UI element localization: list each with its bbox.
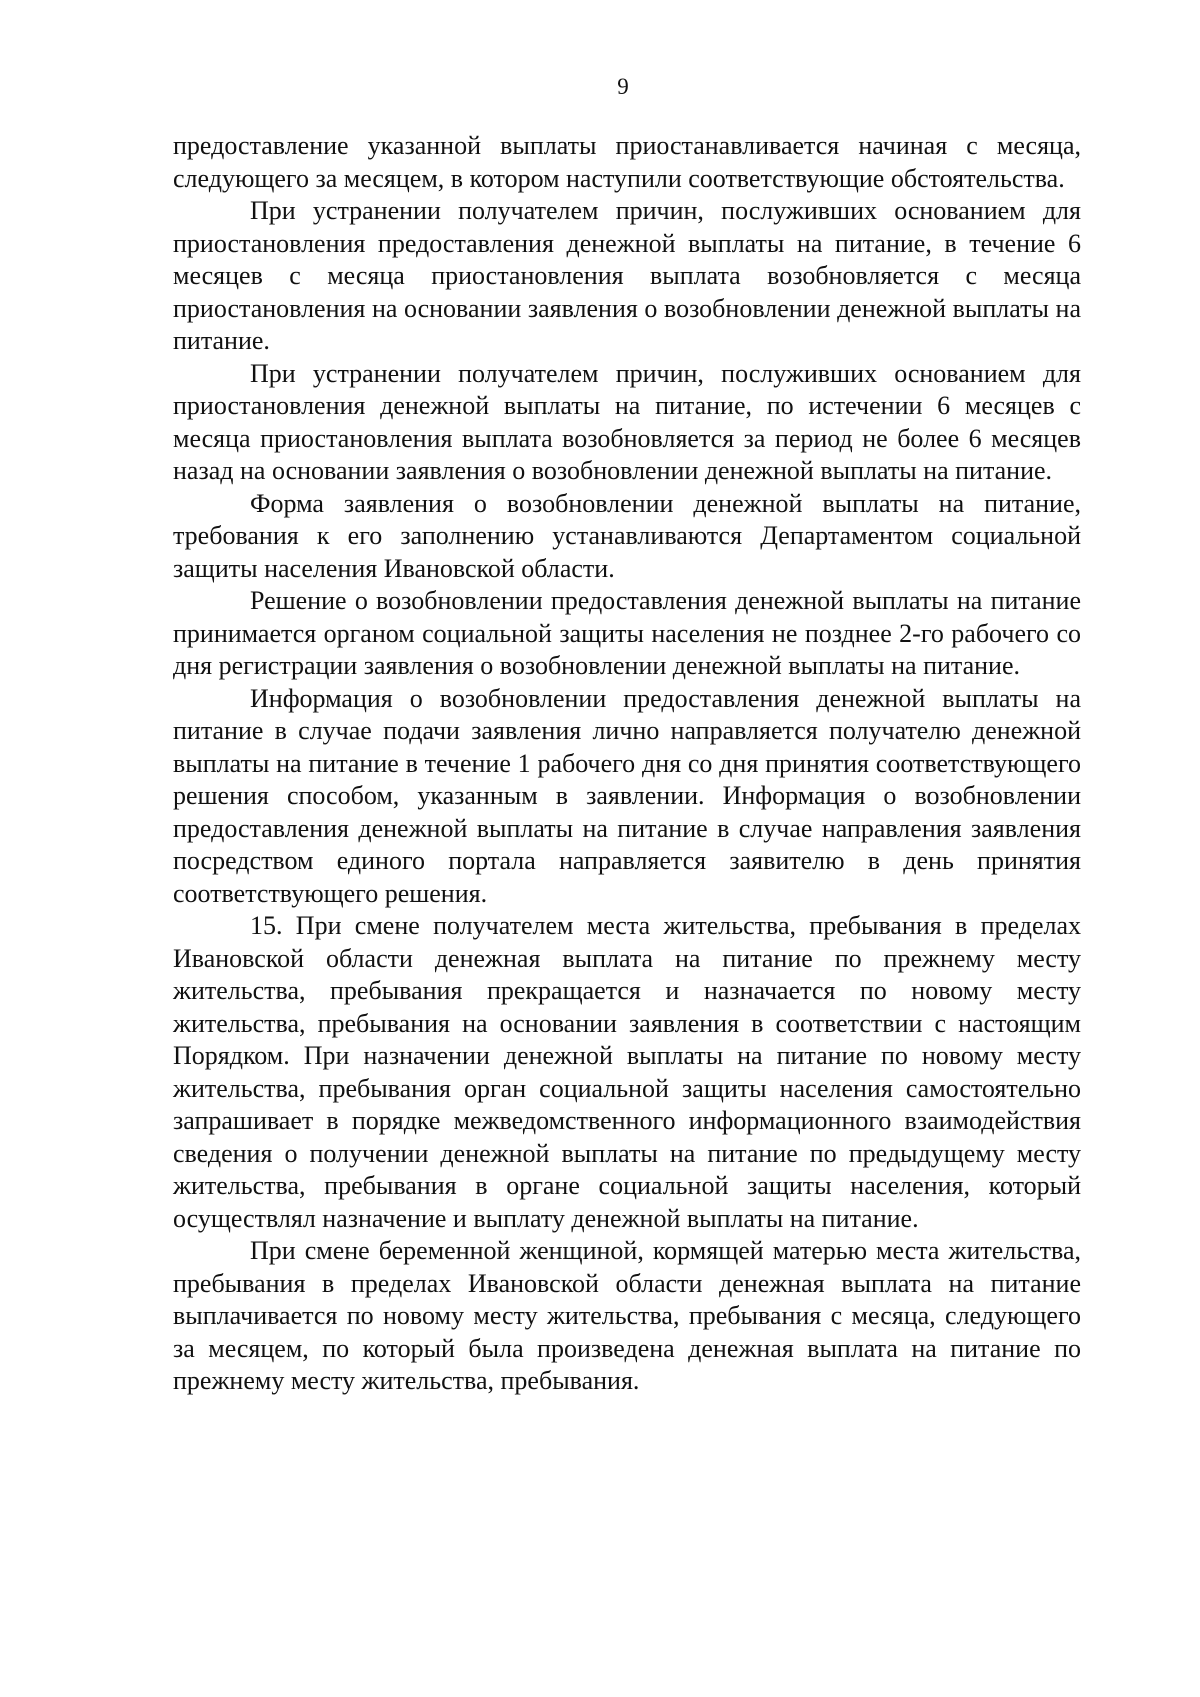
paragraph-resumption-within-6-months: При устранении получателем причин, послуживших основанием для приостановления предоставления денежной выплаты на питание, в течение 6 месяцев с месяца приостановления выплата возобновляется с месяца приостановления на основании заявления о возобновлении денежной выплаты на питание. [173,196,1081,355]
paragraph-continuation: предоставление указанной выплаты приостанавливается начиная с месяца, следующего за месяцем, в котором наступили соответствующие обстоятельства. [173,131,1081,193]
paragraph-application-form: Форма заявления о возобновлении денежной выплаты на питание, требования к его заполнению устанавливаются Департаментом социальной защиты населения Ивановской области. [173,488,1081,583]
page-number: 9 [617,74,629,99]
paragraph-clause-15: 15. При смене получателем места жительства, пребывания в пределах Ивановской области денежная выплата на питание по прежнему месту жительства, пребывания прекращается и назначается по новому месту жительства, пребывания на основании заявления в соответствии с настоящим Порядком. При назначении денежной выплаты на питание по новому месту жительства, пребывания орган социальной защиты населения самостоятельно запрашивает в порядке межведомственного информационного взаимодействия сведения о получении денежной выплаты на питание по предыдущему месту жительства, пребывания в органе социальной защиты населения, который осуществлял назначение и выплату денежной выплаты на питание. [173,911,1081,1233]
paragraph-resumption-decision: Решение о возобновлении предоставления денежной выплаты на питание принимается органом социальной защиты населения не позднее 2-го рабочего со дня регистрации заявления о возобновлении денежной выплаты на питание. [173,586,1081,680]
paragraph-resumption-after-6-months: При устранении получателем причин, послуживших основанием для приостановления денежной выплаты на питание, по истечении 6 месяцев с месяца приостановления выплата возобновляется за период не более 6 месяцев назад на основании заявления о возобновлении денежной выплаты на питание. [173,358,1081,485]
paragraph-change-of-residence: При смене беременной женщиной, кормящей матерью места жительства, пребывания в пределах Ивановской области денежная выплата на питание выплачивается по новому месту жительства, пребывания с месяца, следующего за месяцем, по который была произведена денежная выплата на питание по прежнему месту жительства, пребывания. [173,1236,1081,1395]
document-body [173,130,1081,1398]
paragraph-resumption-information: Информация о возобновлении предоставления денежной выплаты на питание в случае подачи заявления лично направляется получателю денежной выплаты на питание в течение 1 рабочего дня со дня принятия соответствующего решения способом, указанным в заявлении. Информация о возобновлении предоставления денежной выплаты на питание в случае направления заявления посредством единого портала направляется заявителю в день принятия соответствующего решения. [173,683,1081,908]
